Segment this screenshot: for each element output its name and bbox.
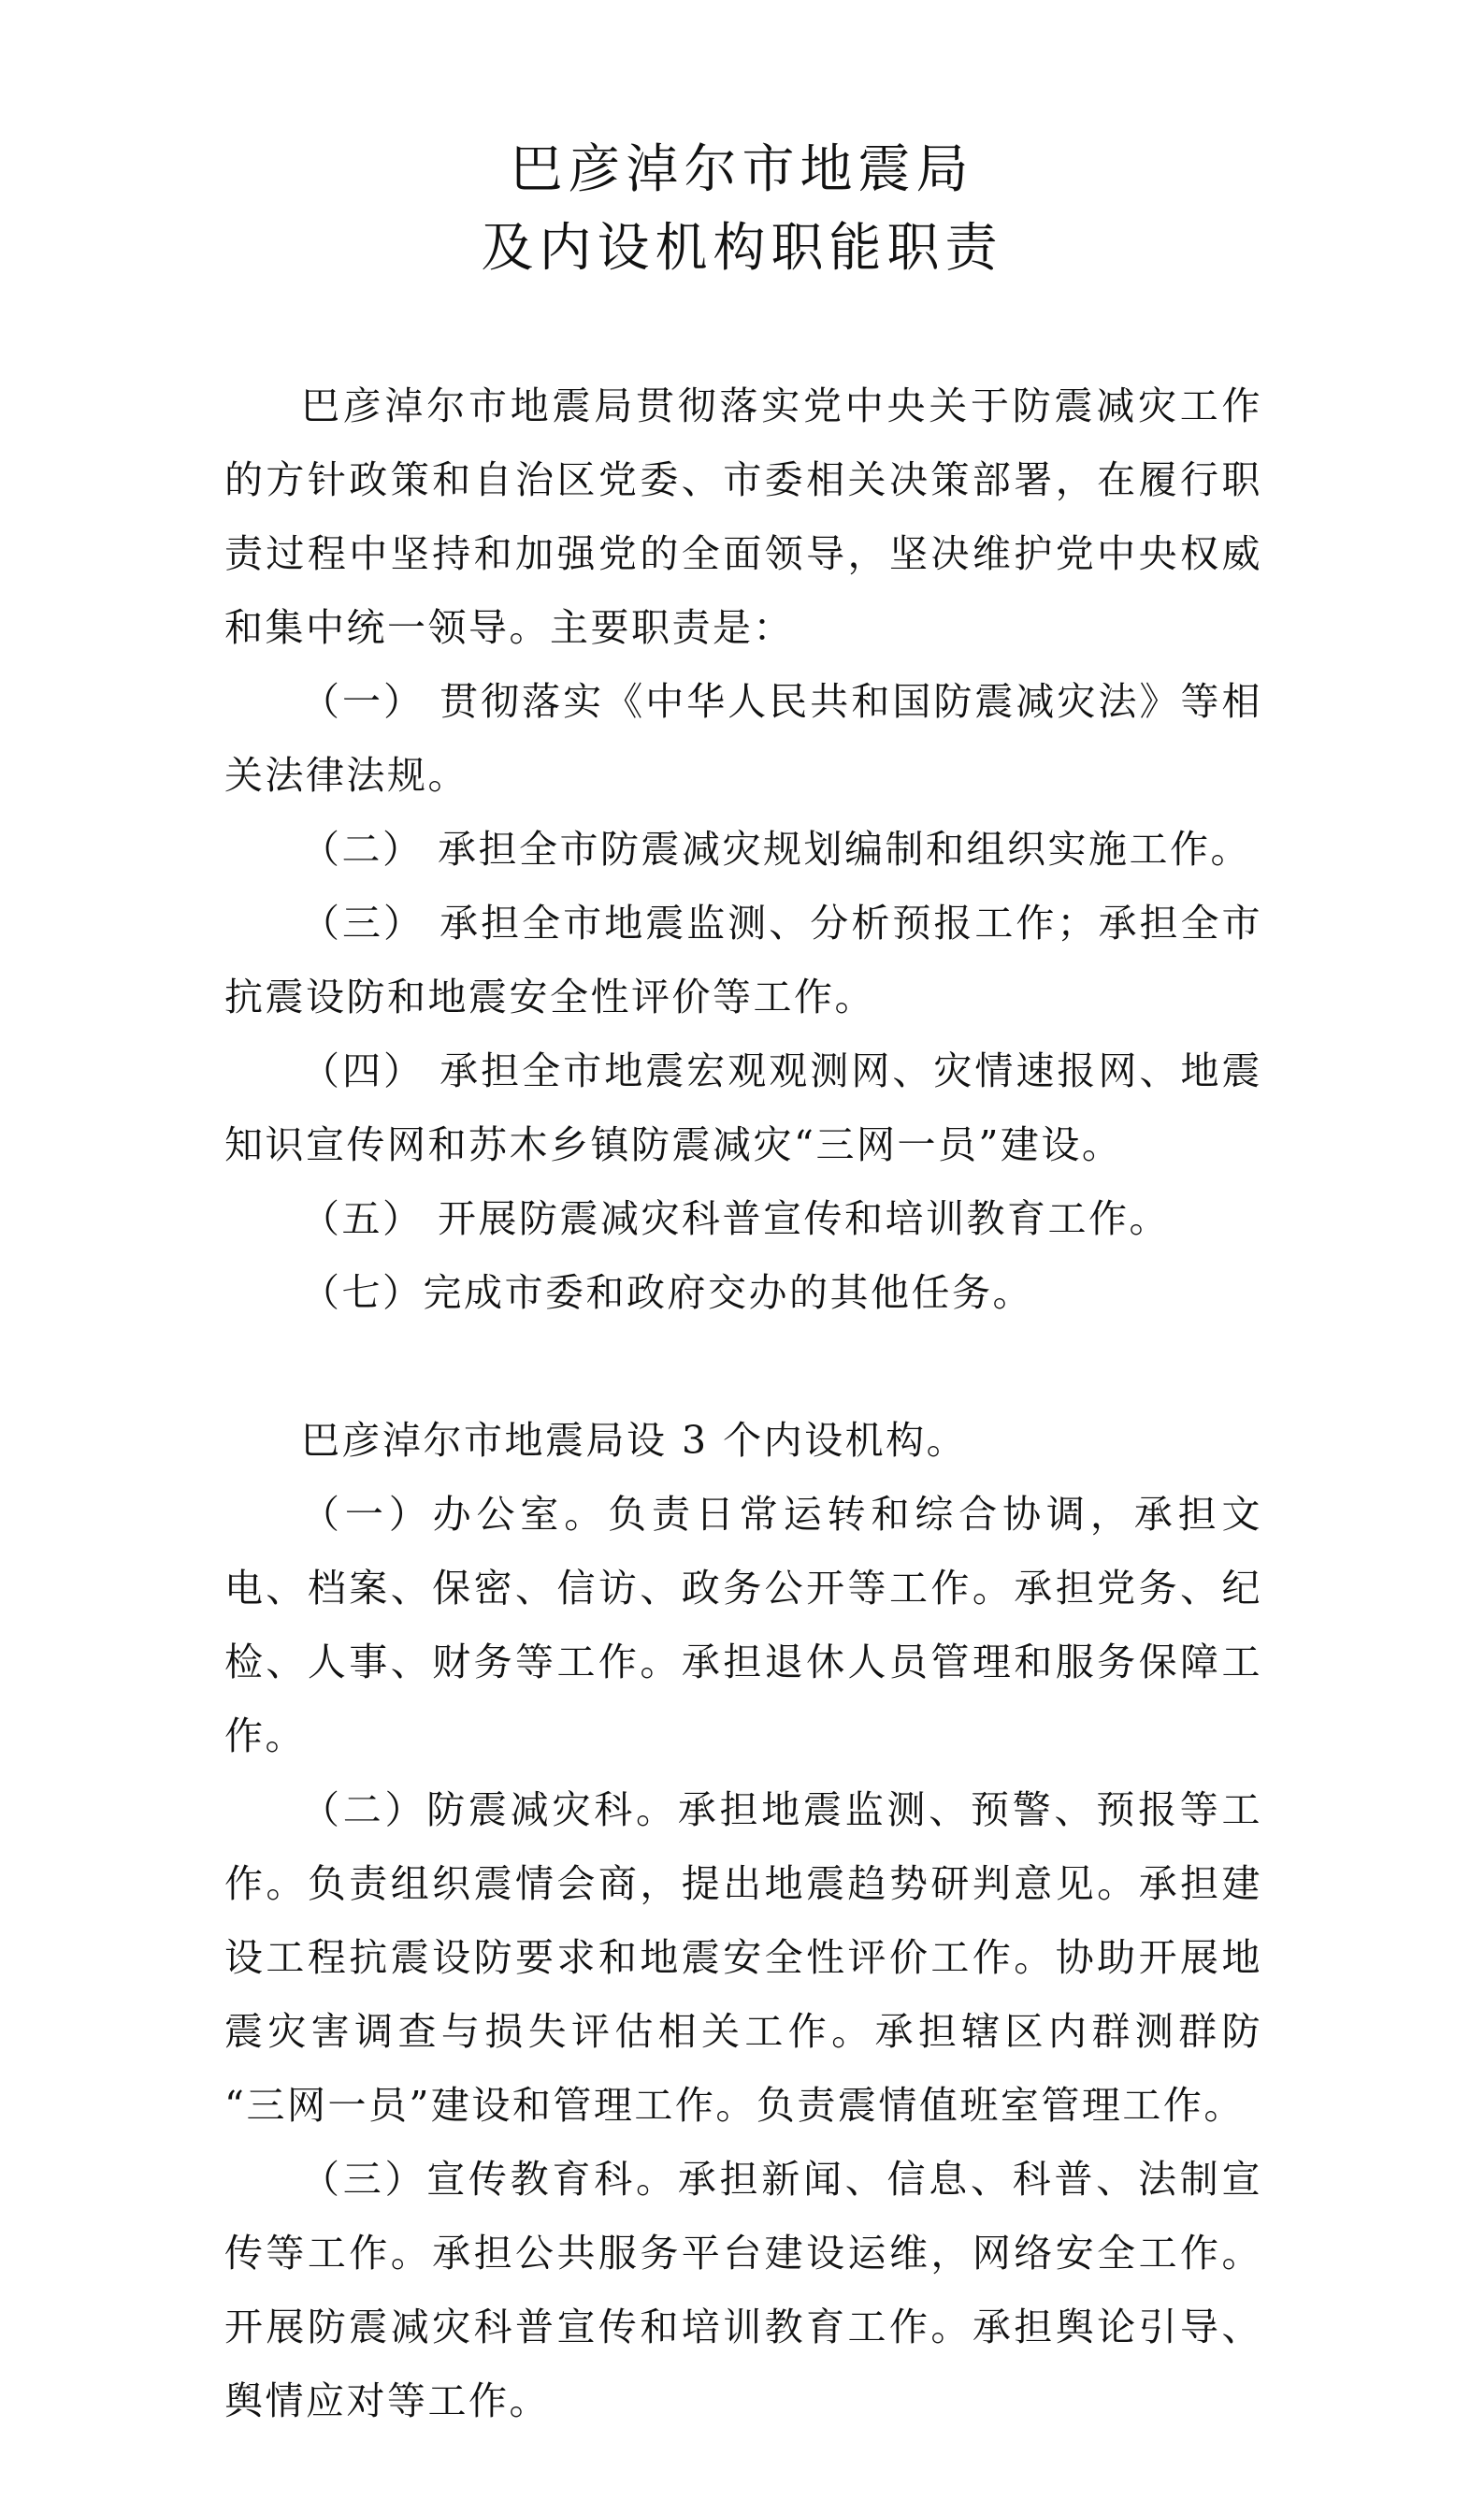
section1-item: （四） 承担全市地震宏观观测网、灾情速报网、地震知识宣传网和苏木乡镇防震减灾“三网一员”建设。 xyxy=(224,1048,1262,1167)
document-title xyxy=(0,131,1484,288)
section1-item: （一） 贯彻落实《中华人民共和国防震减灾法》等相关法律法规。 xyxy=(224,679,1262,798)
section1-item: （五） 开展防震减灾科普宣传和培训教育工作。 xyxy=(301,1196,1171,1241)
section-spacer xyxy=(224,1330,1262,1404)
title-line-1: 巴彦淖尔市地震局 xyxy=(510,139,974,200)
section1-item: （七）完成市委和政府交办的其他任务。 xyxy=(301,1270,1033,1315)
section2-item: （一）办公室。负责日常运转和综合协调，承担文电、档案、保密、信访、政务公开等工作。承担党务、纪检、人事、财务等工作。承担退休人员管理和服务保障工作。 xyxy=(224,1492,1262,1758)
section1-item: （二） 承担全市防震减灾规划编制和组织实施工作。 xyxy=(301,827,1252,872)
section1-intro: 巴彦淖尔市地震局贯彻落实党中央关于防震减灾工作的方针政策和自治区党委、市委相关决策部署，在履行职责过程中坚持和加强党的全面领导，坚决维护党中央权威和集中统一领导。主要职责是： xyxy=(224,383,1262,650)
section2-item: （三）宣传教育科。承担新闻、信息、科普、法制宣传等工作。承担公共服务平台建设运维，网络安全工作。开展防震减灾科普宣传和培训教育工作。承担舆论引导、舆情应对等工作。 xyxy=(224,2157,1262,2423)
document-body xyxy=(224,369,1262,2438)
section1-item: （三） 承担全市地震监测、分析预报工作；承担全市抗震设防和地震安全性评价等工作。 xyxy=(224,901,1262,1019)
title-line-2: 及内设机构职能职责 xyxy=(481,218,1003,279)
section2-item: （二）防震减灾科。承担地震监测、预警、预报等工作。负责组织震情会商，提出地震趋势研判意见。承担建设工程抗震设防要求和地震安全性评价工作。协助开展地震灾害调查与损失评估相关工作。承担辖区内群测群防 “三网一员”建设和管理工作。负责震情值班室管理工作。 xyxy=(224,1787,1262,2128)
section2-intro: 巴彦淖尔市地震局设 3 个内设机构。 xyxy=(301,1418,968,1463)
